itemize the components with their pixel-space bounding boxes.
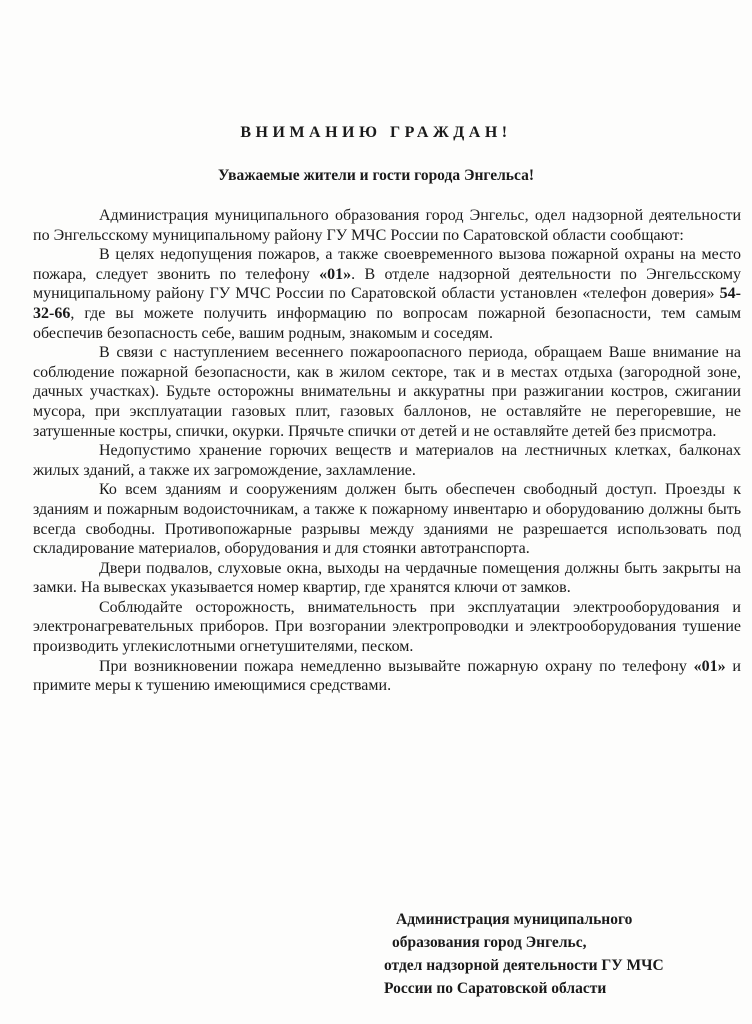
signature-line: образования город Энгельс, [392, 934, 587, 951]
paragraph-storage: Недопустимо хранение горючих веществ и материалов на лестничных клетках, балконах жилых зданий, а также их загромождение, захламление. [33, 442, 741, 479]
paragraph-access: Ко всем зданиям и сооружениям должен быть обеспечен свободный доступ. Проезды к зданиям и пожарным водоисточникам, а также к пожарному инвентарю и оборудованию должны быть всегда свободны. Противопожарные разрывы между зданиями не разрешается использовать под складирование материалов, оборудования и для стоянки автотранспорта. [33, 481, 741, 558]
paragraph-doors: Двери подвалов, слуховые окна, выходы на чердачные помещения должны быть закрыты на замки. На вывесках указывается номер квартир, где хранятся ключи от замков. [33, 559, 741, 597]
paragraph-text: и примите меры к тушению имеющимися средствами. [33, 657, 741, 695]
signature-line: отдел надзорной деятельности ГУ МЧС [384, 957, 664, 974]
signature-line: России по Саратовской области [384, 980, 607, 997]
hotline-phone: 54-32-66 [33, 285, 741, 322]
signature-block [384, 908, 744, 1000]
paragraph-intro: Администрация муниципального образования город Энгельс, одел надзорной деятельности по Энгельсскому муниципальному району ГУ МЧС России по Саратовской области сообщают: [33, 207, 741, 244]
paragraph-electrical: Соблюдайте осторожность, внимательность при эксплуатации электрооборудования и электронагревательных приборов. При возгорании электропроводки и электрооборудования тушение производить углекислотными огнетушителями, песком. [33, 598, 741, 656]
document-heading: ВНИМАНИЮ ГРАЖДАН! [240, 124, 512, 141]
paragraph-fire-action [33, 657, 741, 696]
document-body [33, 206, 741, 696]
paragraph-spring-period: В связи с наступлением весеннего пожароопасного периода, обращаем Ваше внимание на соблюдение пожарной безопасности, как в жилом секторе, так и в местах отдыха (загородной зоне, дачных участках). Будьте осторожны внимательны и аккуратны при разжигании костров, сжигании мусора, при эксплуатации газовых плит, газовых баллонов, не оставляйте не перегоревшие, не затушенные костры, спички, окурки. Прячьте спички от детей и не оставляйте детей без присмотра. [33, 344, 741, 440]
paragraph-text: , где вы можете получить информацию по вопросам пожарной безопасности, тем самым обеспечив безопасность себе, вашим родным, знакомым и соседям. [33, 304, 741, 342]
signature-line: Администрация муниципального [396, 911, 633, 928]
emergency-phone: «01» [319, 265, 352, 283]
paragraph-phone-info [33, 245, 741, 343]
document-subheading: Уважаемые жители и гости города Энгельса! [217, 167, 534, 184]
paragraph-text: В целях недопущения пожаров, а также своевременного вызова пожарной охраны на место пожара, следует звонить по телефону [33, 246, 741, 283]
paragraph-text: При возникновении пожара немедленно вызывайте пожарную охрану по телефону [99, 657, 694, 675]
paragraph-text: . В отделе надзорной деятельности по Энгельсскому муниципальному району ГУ МЧС России по Саратовской области установлен «телефон доверия» [33, 265, 741, 303]
emergency-phone: «01» [693, 657, 726, 675]
